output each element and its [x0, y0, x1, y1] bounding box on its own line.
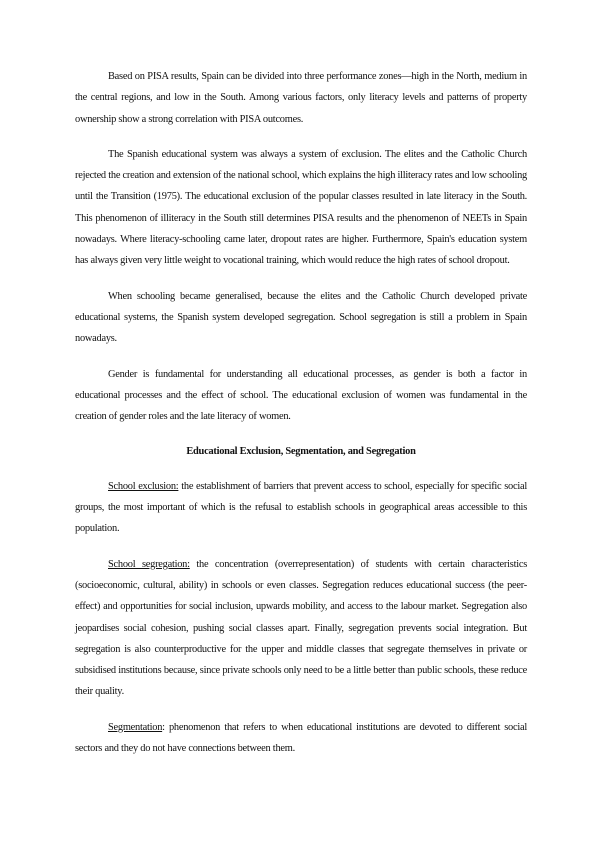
definition-term: Segmentation	[108, 721, 163, 733]
paragraph-exclusion-system: The Spanish educational system was always a system of exclusion. The elites and the Catholic Church rejected the creation and extension of the national school, which explains the high illiteracy rates and low schooling until the Transition (1975). The educational exclusion of the popular classes resulted in late literacy in the South. This phenomenon of illiteracy in the South still determines PISA results and the phenomenon of NEETs in Spain nowadays. Where literacy-schooling came later, dropout rates are higher. Furthermore, Spain's education system has always given very little weight to vocational training, which would reduce the high rates of school dropout.	[75, 148, 527, 267]
definition-text: the establishment of barriers that prevent access to school, especially for specific social groups, the most important of which is the refusal to establish schools in geographical areas accessible to this population.	[75, 480, 527, 535]
paragraph-segregation-origin: When schooling became generalised, because the elites and the Catholic Church developed private educational systems, the Spanish system developed segregation. School segregation is still a problem in Spain nowadays.	[75, 290, 527, 345]
definition-term: School exclusion:	[108, 480, 179, 492]
section-heading: Educational Exclusion, Segmentation, and Segregation	[186, 446, 416, 458]
definition-term: School segregation:	[108, 558, 190, 570]
document-page	[75, 66, 527, 773]
paragraph-pisa-zones: Based on PISA results, Spain can be divided into three performance zones—high in the North, medium in the central regions, and low in the South. Among various factors, only literacy levels and patterns of property ownership show a strong correlation with PISA outcomes.	[75, 71, 527, 125]
definition-school-segregation	[75, 554, 527, 703]
definition-segmentation	[75, 717, 527, 760]
definition-text: the concentration (overrepresentation) of students with certain characteristics (socioeconomic, cultural, ability) in schools or even classes. Segregation reduces educational success (the peer-effect) and opportunities for social inclusion, upwards mobility, and access to the labour market. Segregation also jeopardises social cohesion, pushing social classes apart. Finally, segregation prevents social integration. But segregation is also counterproductive for the upper and middle classes that segregate themselves in private or subsidised institutions because, since private schools only need to be a little better than public schools, these reduce their quality.	[75, 558, 527, 698]
definition-school-exclusion	[75, 476, 527, 540]
paragraph-gender: Gender is fundamental for understanding all educational processes, as gender is both a factor in educational processes and the effect of school. The educational exclusion of women was fundamental in the creation of gender roles and the late literacy of women.	[75, 368, 527, 423]
definition-text: : phenomenon that refers to when educational institutions are devoted to different social sectors and they do not have connections between them.	[75, 721, 527, 755]
